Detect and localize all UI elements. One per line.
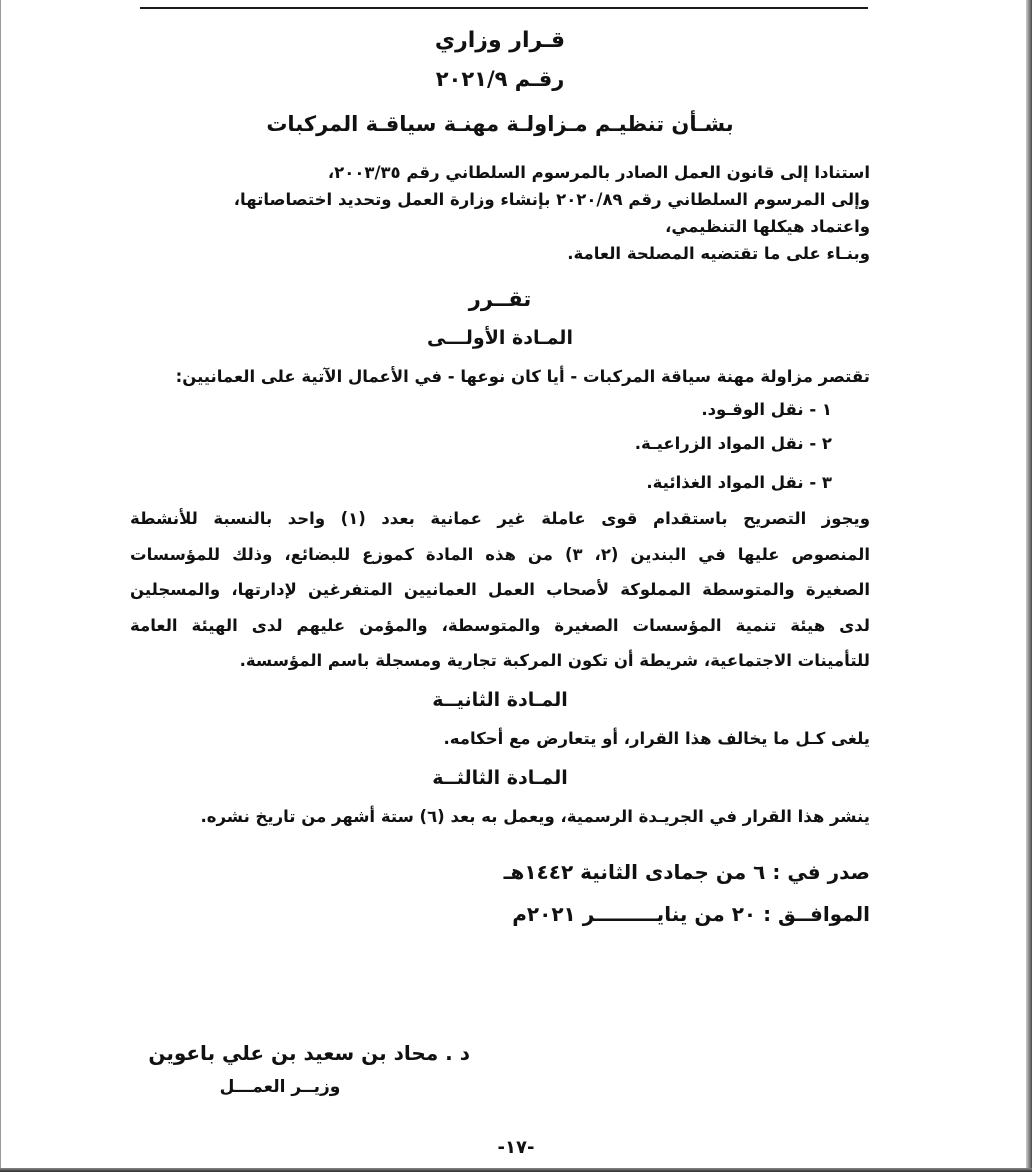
paragraph-line: الصغيرة والمتوسطة المملوكة لأصحاب العمل العمانيين المتفرغين لإدارتها، والمسجلين xyxy=(130,580,870,599)
preamble-line: واعتماد هيكلها التنظيمي، xyxy=(665,217,870,236)
preamble xyxy=(130,159,870,267)
signatory-name: د . محاد بن سعيد بن علي باعوين xyxy=(148,1041,470,1065)
article2-text: يلغى كـل ما يخالف هذا القرار، أو يتعارض مع أحكامه. xyxy=(443,728,870,748)
page-number: -١٧- xyxy=(497,1137,535,1158)
paragraph-line: لدى هيئة تنمية المؤسسات الصغيرة والمتوسطة، والمؤمن عليهم لدى الهيئة العامة xyxy=(130,615,870,635)
issue-date-hijri: صدر في : ٦ من جمادى الثانية ١٤٤٢هـ xyxy=(503,859,870,884)
document-page xyxy=(130,22,870,935)
page-frame-left xyxy=(0,0,1,1172)
paragraph-line: للتأمينات الاجتماعية، شريطة أن تكون المركبة تجارية ومسجلة باسم المؤسسة. xyxy=(239,651,870,670)
decide-heading: تقــرر xyxy=(468,287,532,311)
page-frame-bottom xyxy=(0,1168,1032,1172)
issue-date-block xyxy=(130,851,870,935)
top-rule xyxy=(140,7,868,9)
paragraph-line: ويجوز التصريح باستقدام قوى عاملة غير عمانية بعدد (١) واحد بالنسبة للأنشطة xyxy=(130,509,870,528)
decree-subject: بشـأن تنظيـم مـزاولـة مهنـة سياقـة المركبات xyxy=(266,112,734,136)
signature-block xyxy=(130,1036,470,1104)
list-item: ٣ - نقل المواد الغذائية. xyxy=(646,473,832,492)
preamble-line: استنادا إلى قانون العمل الصادر بالمرسوم السلطاني رقم ٢٠٠٣/٣٥، xyxy=(327,163,870,182)
article1-intro: تقتصر مزاولة مهنة سياقة المركبات - أيا كان نوعها - في الأعمال الآتية على العمانيين: xyxy=(175,367,870,386)
article1-paragraph xyxy=(130,501,870,679)
article1-heading: المـادة الأولـــى xyxy=(427,327,573,349)
preamble-line: وإلى المرسوم السلطاني رقم ٢٠٢٠/٨٩ بإنشاء وزارة العمل وتحديد اختصاصاتها، xyxy=(233,190,870,209)
issue-date-gregorian: الموافــق : ٢٠ من ينايـــــــــر ٢٠٢١م xyxy=(512,901,870,926)
article3-text: ينشر هذا القرار في الجريـدة الرسمية، ويعمل به بعد (٦) ستة أشهر من تاريخ نشره. xyxy=(200,806,870,826)
list-item: ١ - نقل الوقـود. xyxy=(701,400,832,419)
signatory-title: وزيــر العمـــل xyxy=(219,1077,341,1097)
decree-number: رقـم ٢٠٢١/٩ xyxy=(435,67,565,91)
decree-title: قـرار وزاري xyxy=(434,28,566,53)
list-item: ٢ - نقل المواد الزراعيـة. xyxy=(634,434,832,453)
preamble-line: وبنـاء على ما تقتضيه المصلحة العامة. xyxy=(567,244,870,263)
page-frame-right xyxy=(1026,0,1032,1172)
article3-heading: المـادة الثالثــة xyxy=(432,766,568,789)
paragraph-line: المنصوص عليها في البندين (٢، ٣) من هذه المادة كموزع للبضائع، وذلك للمؤسسات xyxy=(130,544,870,564)
article1-items xyxy=(130,393,870,501)
article2-heading: المـادة الثانيــة xyxy=(432,688,568,711)
